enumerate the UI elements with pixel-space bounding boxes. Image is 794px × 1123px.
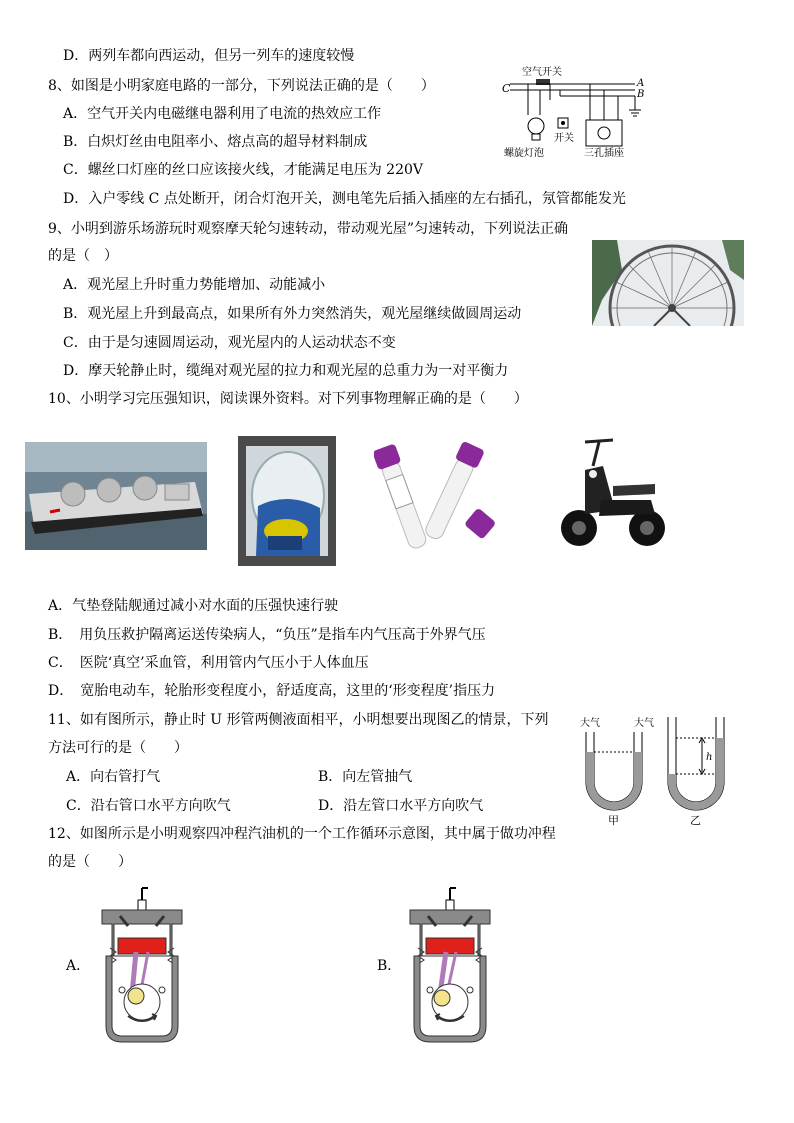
q9-stem-line1: 9、小明到游乐场游玩时观察摩天轮匀速转动，带动观光屋”匀速转动，下列说法正确 <box>48 221 569 237</box>
switch-label: 开关 <box>554 133 574 144</box>
q11-stem-line1: 11、如有图所示，静止时 U 形管两侧液面相平，小明想要出现图乙的情景，下列 <box>48 712 549 728</box>
q12-option-a-label: A． <box>66 958 91 974</box>
q10-option-a: A．气垫登陆舰通过减小对水面的压强快速行驶 <box>48 598 339 614</box>
q8-option-d: D．入户零线 C 点处断开，闭合灯泡开关，测电笔先后插入插座的左右插孔，氖管都能发光 <box>63 191 626 207</box>
atm-right-label: 大气 <box>634 718 654 729</box>
q10-option-d: D． 宽胎电动车，轮胎形变程度小，舒适度高，这里的‘形变程度’指压力 <box>48 683 496 699</box>
point-c-label: C <box>502 82 511 95</box>
piston-icon <box>426 938 474 954</box>
socket-label: 三孔插座 <box>584 148 624 159</box>
q12-stem-line1: 12、如图所示是小明观察四冲程汽油机的一个工作循环示意图，其中属于做功冲程 <box>48 826 556 842</box>
label-yi: 乙 <box>690 814 701 827</box>
ferris-wheel-photo <box>592 240 744 326</box>
electric-scooter-photo <box>555 430 670 550</box>
bulb-label: 螺旋灯泡 <box>504 148 544 159</box>
engine-diagram-a <box>92 886 192 1046</box>
q10-option-b: B． 用负压救护隔离运送传染病人，“负压”是指车内气压高于外界气压 <box>48 627 486 643</box>
u-tube-diagram <box>578 712 738 828</box>
q8-option-a: A．空气开关内电磁继电器利用了电流的热效应工作 <box>63 106 382 122</box>
q9-option-b: B．观光屋上升到最高点，如果所有外力突然消失，观光屋继续做圆周运动 <box>63 306 522 322</box>
household-circuit-diagram <box>500 60 660 160</box>
q9-stem-line2: 的是（ ） <box>48 248 118 264</box>
q12-option-b-label: B． <box>377 958 402 974</box>
point-a-label: A <box>637 78 645 89</box>
q10-option-c: C． 医院‘真空’采血管，利用管内气压小于人体血压 <box>48 655 369 671</box>
q9-option-a: A．观光屋上升时重力势能增加、动能减小 <box>63 277 326 293</box>
q11-option-b: B．向左管抽气 <box>318 769 413 785</box>
socket-icon <box>586 120 622 146</box>
q11-option-c: C．沿右管口水平方向吹气 <box>66 798 231 814</box>
q8-option-c: C．螺丝口灯座的丝口应该接火线，才能满足电压为 220V <box>63 162 423 178</box>
q12-stem-line2: 的是（ ） <box>48 854 132 870</box>
engine-diagram-b <box>400 886 500 1046</box>
air-switch-label: 空气开关 <box>522 67 562 78</box>
negative-pressure-stretcher-photo <box>238 436 336 566</box>
q11-stem-line2: 方法可行的是（ ） <box>48 740 188 756</box>
q7-option-d: D．两列车都向西运动，但另一列车的速度较慢 <box>63 48 355 64</box>
q10-stem: 10、小明学习完压强知识，阅读课外资料。对下列事物理解正确的是（ ） <box>48 391 528 407</box>
bulb-icon <box>528 118 544 134</box>
q9-option-c: C．由于是匀速圆周运动，观光屋内的人运动状态不变 <box>63 335 396 351</box>
q11-option-a: A．向右管打气 <box>66 769 161 785</box>
vacuum-blood-tube-photo <box>374 436 499 552</box>
piston-icon <box>118 938 166 954</box>
atm-left-label: 大气 <box>580 718 600 729</box>
q9-option-d: D．摩天轮静止时，缆绳对观光屋的拉力和观光屋的总重力为一对平衡力 <box>63 363 509 379</box>
label-jia: 甲 <box>608 814 619 827</box>
q8-option-b: B．白炽灯丝由电阻率小、熔点高的超导材料制成 <box>63 134 368 150</box>
h-label: h <box>706 752 713 763</box>
q8-stem: 8、如图是小明家庭电路的一部分，下列说法正确的是（ ） <box>48 78 435 94</box>
hovercraft-photo <box>25 442 207 550</box>
point-b-label: B <box>637 89 645 100</box>
q11-option-d: D．沿左管口水平方向吹气 <box>318 798 484 814</box>
